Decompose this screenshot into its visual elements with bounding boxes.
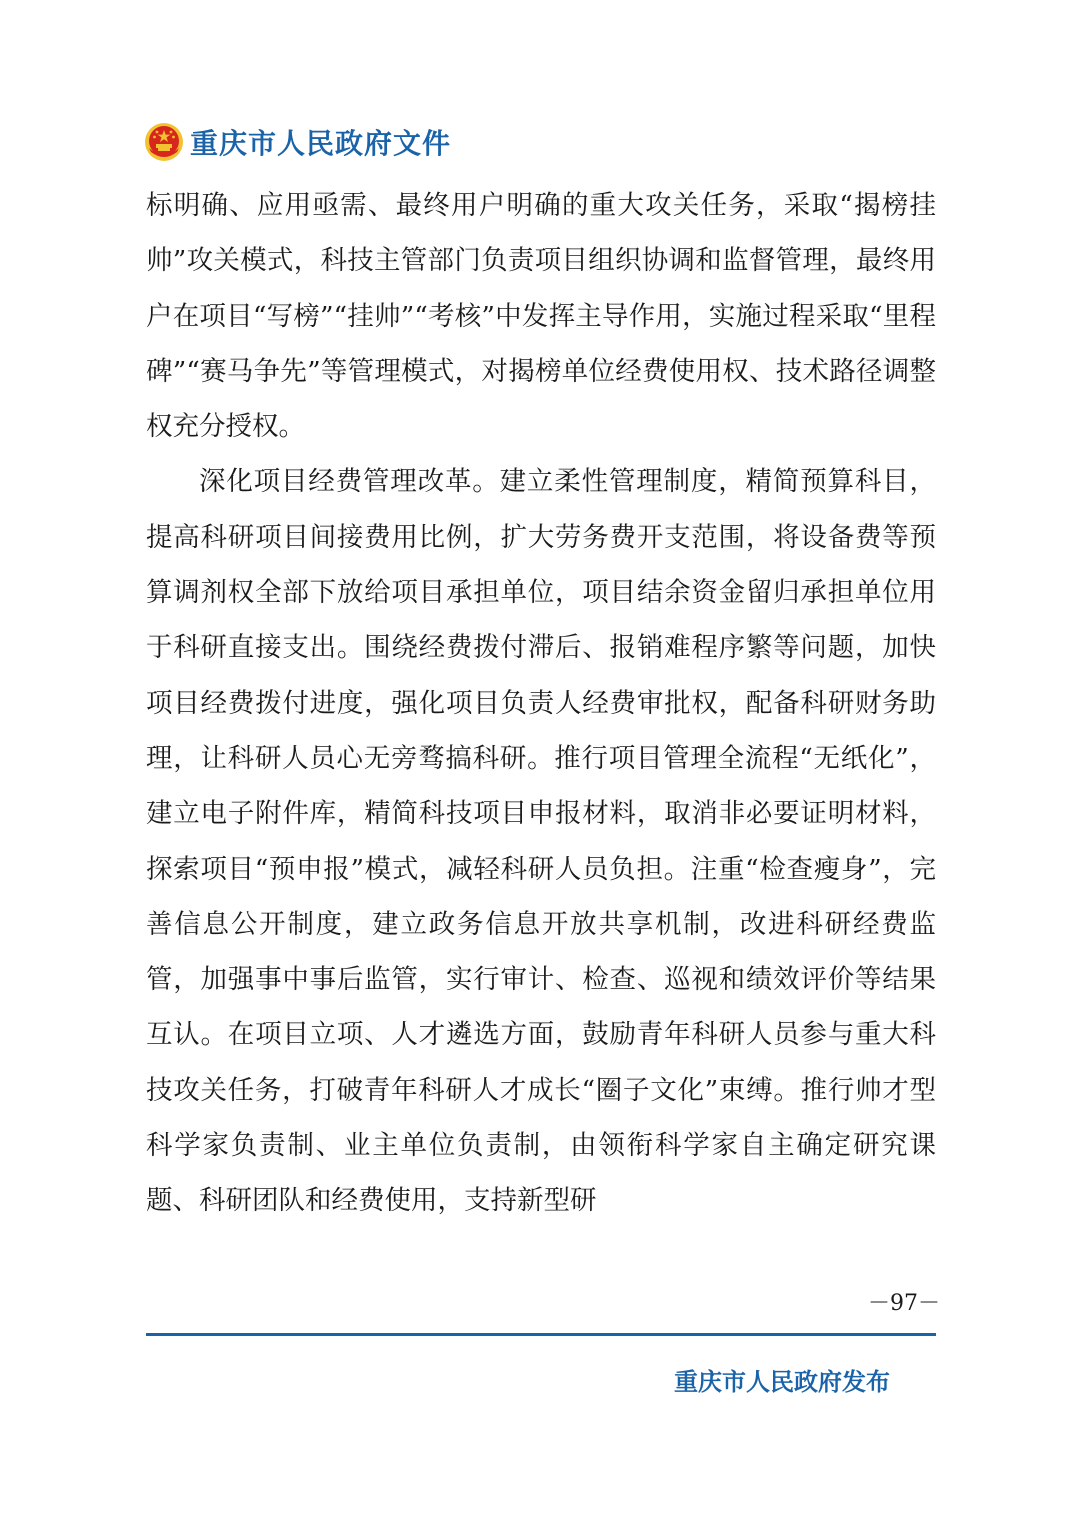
footer-publisher: 重庆市人民政府发布 <box>674 1368 890 1396</box>
footer-divider <box>146 1333 936 1336</box>
body-paragraph: 标明确、应用亟需、最终用户明确的重大攻关任务，采取“揭榜挂帅”攻关模式，科技主管部门负责项目组织协调和监督管理，最终用户在项目“写榜”“挂帅”“考核”中发挥主导作用，实施过程采取“里程碑”“赛马争先”等管理模式，对揭榜单位经费使用权、技术路径调整权充分授权。 <box>146 190 936 443</box>
document-header <box>144 120 451 164</box>
header-title: 重庆市人民政府文件 <box>190 127 452 160</box>
document-body <box>146 178 936 1229</box>
body-paragraph: 深化项目经费管理改革。建立柔性管理制度，精简预算科目，提高科研项目间接费用比例，扩大劳务费开支范围，将设备费等预算调剂权全部下放给项目承担单位，项目结余资金留归承担单位用于科研直接支出。围绕经费拨付滞后、报销难程序繁等问题，加快项目经费拨付进度，强化项目负责人经费审批权，配备科研财务助理，让科研人员心无旁骛搞科研。推行项目管理全流程“无纸化”，建立电子附件库，精简科技项目申报材料，取消非必要证明材料，探索项目“预申报”模式，减轻科研人员负担。注重“检查瘦身”，完善信息公开制度，建立政务信息开放共享机制，改进科研经费监管，加强事中事后监管，实行审计、检查、巡视和绩效评价等结果互认。在项目立项、人才遴选方面，鼓励青年科研人员参与重大科技攻关任务，打破青年科研人才成长“圈子文化”束缚。推行帅才型科学家负责制、业主单位负责制，由领衔科学家自主确定研究课题、科研团队和经费使用，支持新型研 <box>146 466 936 1217</box>
page-number: －97－ <box>868 1291 940 1316</box>
national-emblem-icon <box>144 122 184 162</box>
